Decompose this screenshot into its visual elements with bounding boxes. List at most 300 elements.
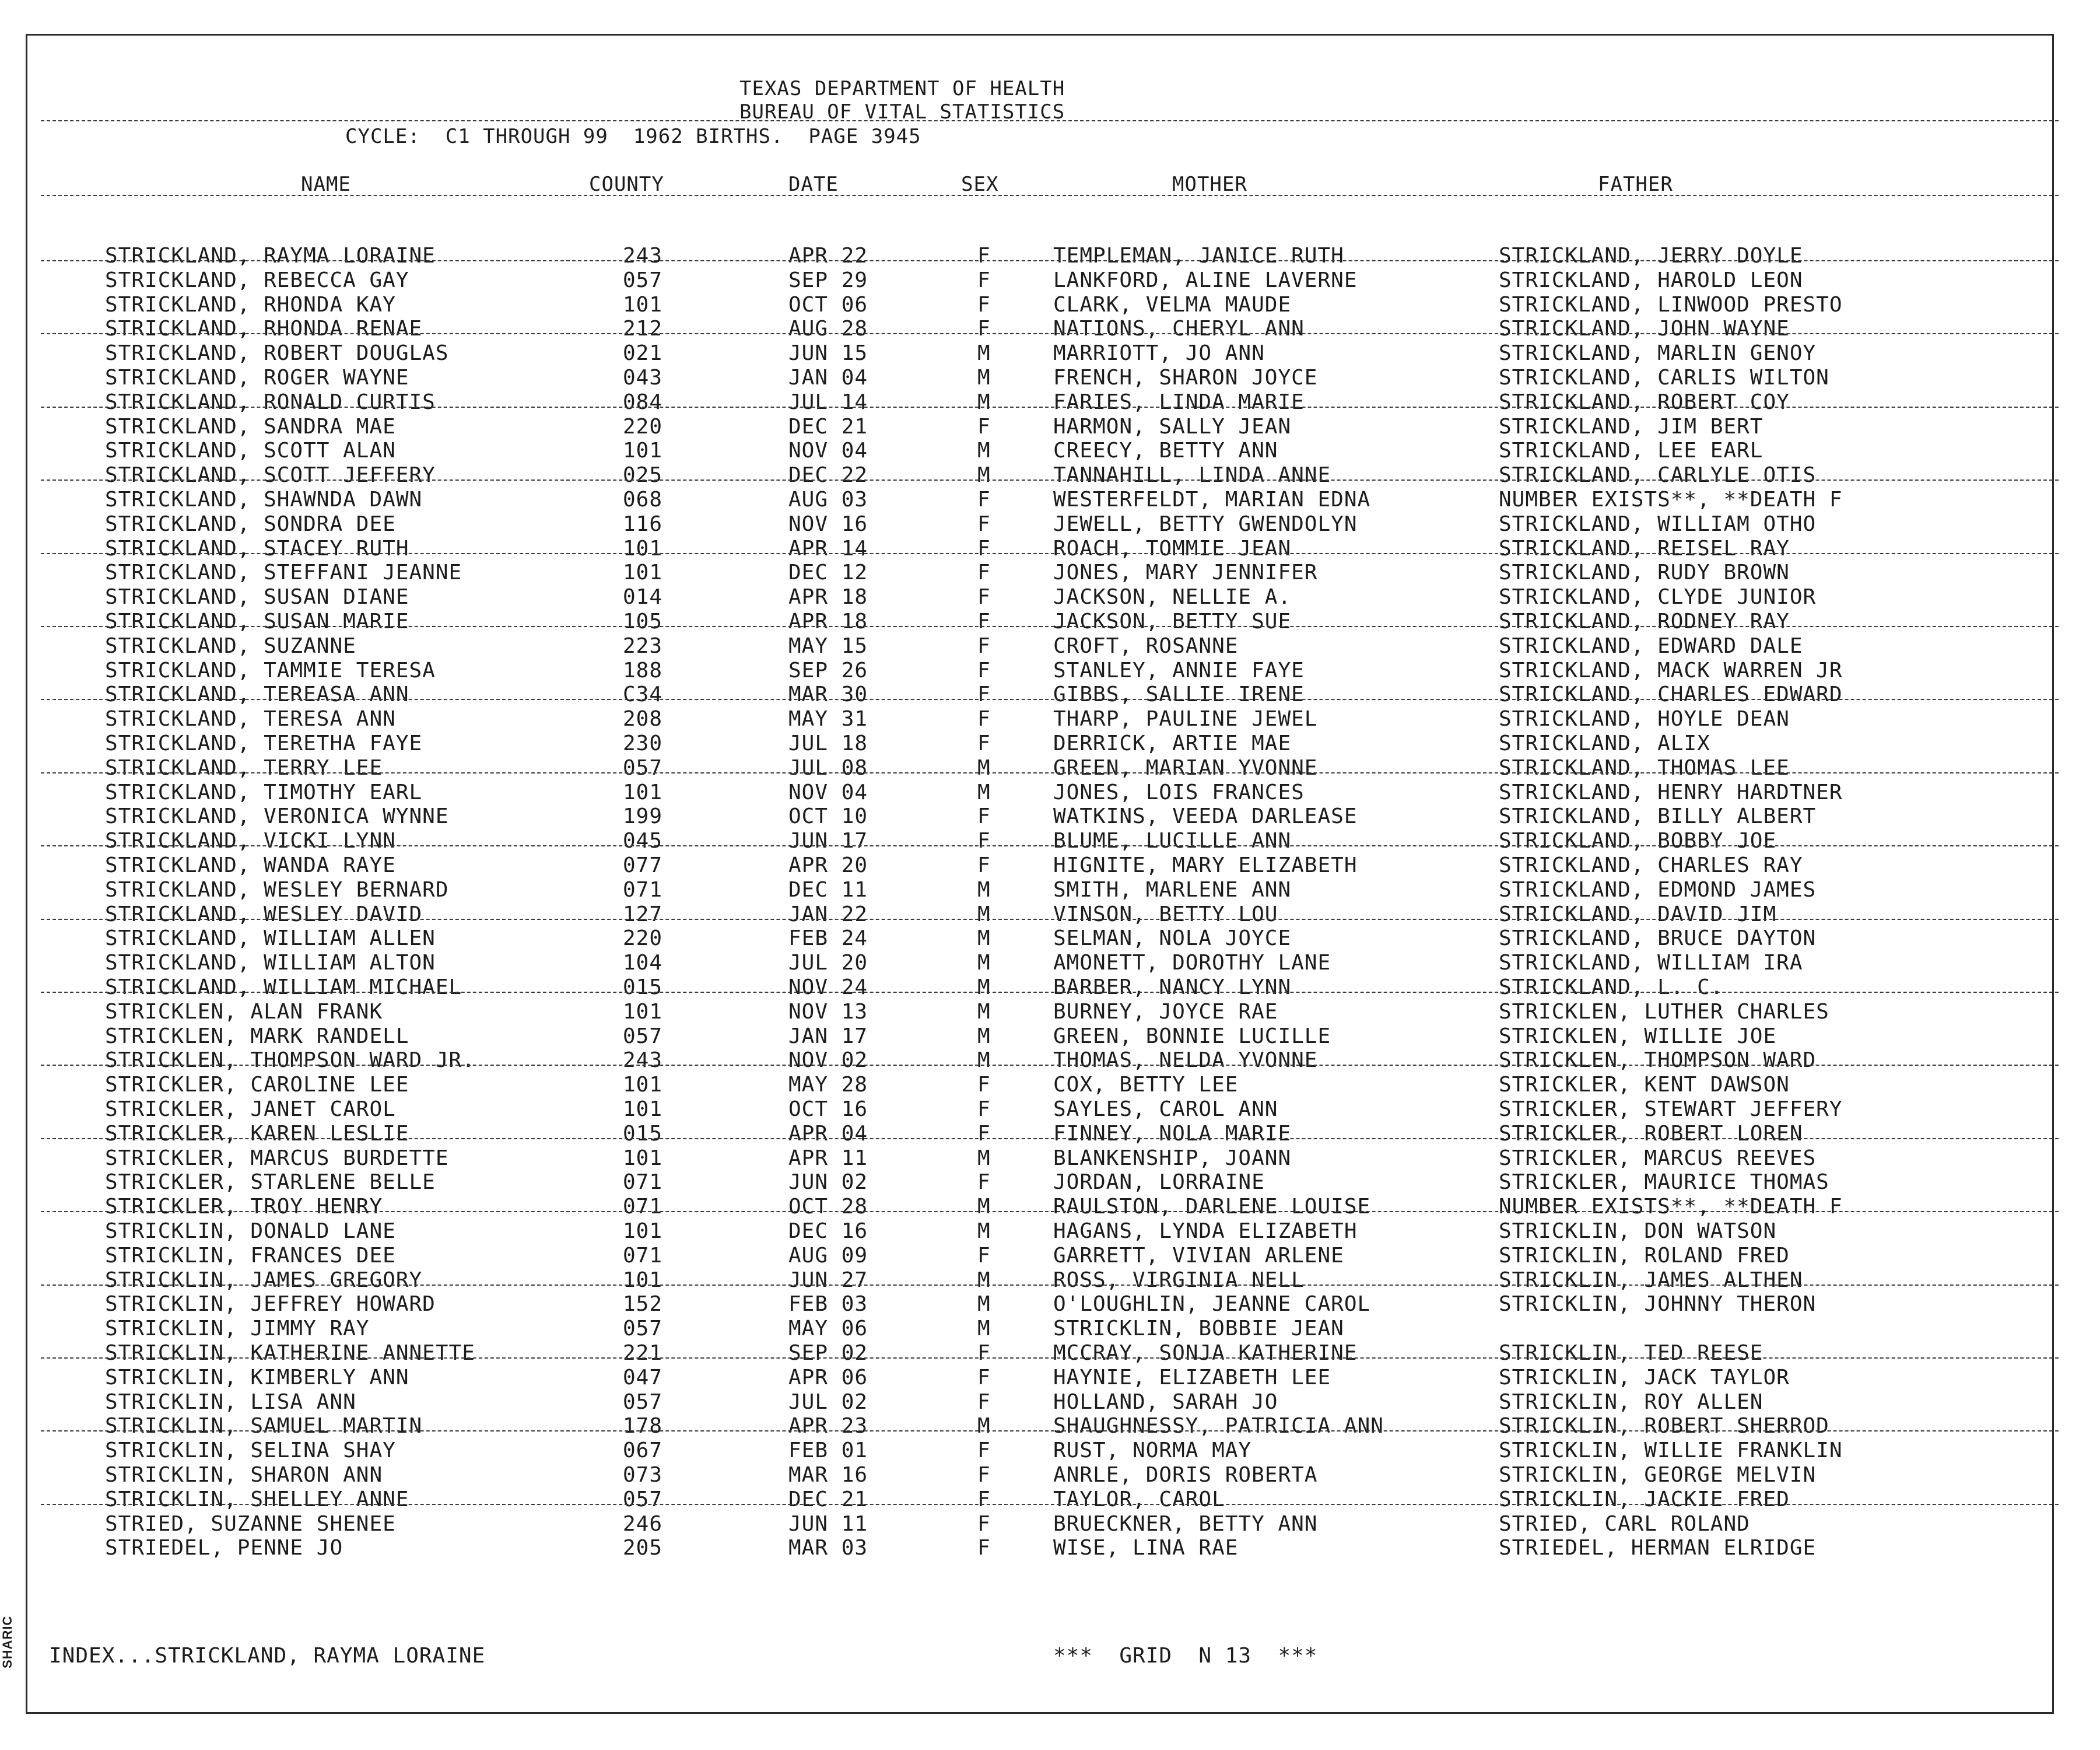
col-header-county: COUNTY [589,173,664,196]
cell-county: 057 [623,268,663,292]
cell-mother: ANRLE, DORIS ROBERTA [1053,1463,1318,1487]
cell-sex: F [977,610,991,634]
cell-name: STRICKLAND, SUSAN MARIE [105,610,409,634]
cell-father: STRICKLEN, WILLIE JOE [1499,1024,1777,1048]
cell-county: 101 [623,439,663,463]
cell-date: JAN 17 [788,1024,868,1048]
cell-county: 221 [623,1341,663,1365]
cell-date: FEB 03 [788,1292,868,1316]
cell-mother: VINSON, BETTY LOU [1053,902,1278,926]
cell-county: 104 [623,951,663,975]
table-row [0,975,2100,1000]
cell-date: JUN 11 [788,1512,868,1536]
cell-county: 205 [623,1536,663,1560]
cell-father: STRICKLAND, REISEL RAY [1499,537,1790,561]
cell-date: JUL 18 [788,732,868,755]
cell-name: STRICKLIN, SHARON ANN [105,1463,383,1487]
row-group-rule [41,1357,2059,1359]
cell-date: DEC 12 [788,561,868,584]
cell-father: STRICKLIN, ROBERT SHERROD [1499,1414,1829,1438]
cell-name: STRICKLEN, MARK RANDELL [105,1024,409,1048]
cell-father: STRICKLIN, ROLAND FRED [1499,1244,1790,1268]
cell-county: 101 [623,561,663,584]
cell-sex: F [977,561,991,584]
cell-father: STRICKLIN, JACK TAYLOR [1499,1366,1790,1390]
cell-mother: MARRIOTT, JO ANN [1053,341,1265,365]
table-row [0,1488,2100,1512]
cell-father: STRICKLAND, JOHN WAYNE [1499,317,1790,341]
cell-county: 025 [623,463,663,487]
cell-mother: BLANKENSHIP, JOANN [1053,1146,1292,1170]
cell-sex: M [977,1219,991,1243]
row-group-rule [41,1504,2059,1505]
row-group-rule [41,553,2059,554]
cell-sex: F [977,1122,991,1146]
cell-sex: F [977,1244,991,1268]
cell-county: 243 [623,244,663,268]
cell-sex: F [977,537,991,561]
cell-name: STRICKLAND, ROBERT DOUGLAS [105,341,449,365]
table-row [0,1024,2100,1049]
cell-mother: THOMAS, NELDA YVONNE [1053,1048,1318,1072]
table-row [0,1195,2100,1219]
cell-sex: M [977,951,991,975]
cell-father: STRICKLIN, JAMES ALTHEN [1499,1268,1803,1292]
footer-grid: *** GRID N 13 *** [1053,1644,1318,1668]
cell-mother: CLARK, VELMA MAUDE [1053,293,1292,317]
cell-sex: M [977,756,991,780]
table-row [0,293,2100,317]
cell-father: STRICKLIN, DON WATSON [1499,1219,1777,1243]
cell-sex: F [977,1366,991,1390]
table-row [0,1292,2100,1317]
cell-mother: BRUECKNER, BETTY ANN [1053,1512,1318,1536]
cell-date: APR 20 [788,853,868,877]
table-row [0,732,2100,756]
cell-sex: F [977,1390,991,1414]
cell-date: JAN 04 [788,366,868,390]
cell-mother: O'LOUGHLIN, JEANNE CAROL [1053,1292,1371,1316]
cell-sex: M [977,1268,991,1292]
row-group-rule [41,1211,2059,1212]
cell-name: STRICKLIN, LISA ANN [105,1390,356,1414]
cell-sex: F [977,732,991,755]
cell-sex: M [977,878,991,902]
table-row [0,610,2100,634]
cell-date: NOV 16 [788,512,868,536]
row-group-rule [41,992,2059,993]
cell-date: FEB 01 [788,1438,868,1462]
cell-father: STRICKLAND, DAVID JIM [1499,902,1777,926]
cell-date: DEC 16 [788,1219,868,1243]
cell-name: STRICKLAND, TERESA ANN [105,707,396,731]
cell-date: SEP 02 [788,1341,868,1365]
cell-mother: RAULSTON, DARLENE LOUISE [1053,1195,1371,1219]
cell-name: STRICKLER, JANET CAROL [105,1097,396,1121]
cell-father: STRICKLAND, HENRY HARDTNER [1499,780,1843,804]
cell-name: STRICKLER, KAREN LESLIE [105,1122,409,1146]
cell-sex: F [977,1463,991,1487]
cell-date: DEC 21 [788,415,868,439]
table-row [0,1390,2100,1415]
cell-name: STRICKLAND, ROGER WAYNE [105,366,409,390]
table-row [0,1463,2100,1488]
cell-name: STRICKLAND, SHAWNDA DAWN [105,488,423,512]
cell-mother: SMITH, MARLENE ANN [1053,878,1292,902]
cell-county: 057 [623,1488,663,1511]
cell-mother: WATKINS, VEEDA DARLEASE [1053,804,1358,828]
cell-father: STRICKLAND, CLYDE JUNIOR [1499,585,1817,609]
cell-county: 014 [623,585,663,609]
cell-county: 047 [623,1366,663,1390]
cell-father: STRIEDEL, HERMAN ELRIDGE [1499,1536,1817,1560]
table-row [0,1000,2100,1024]
cell-sex: M [977,1195,991,1219]
cell-mother: SELMAN, NOLA JOYCE [1053,926,1292,950]
cell-name: STRICKLIN, JAMES GREGORY [105,1268,423,1292]
cell-mother: NATIONS, CHERYL ANN [1053,317,1305,341]
side-label: SHARIC [0,1615,15,1668]
cell-county: 101 [623,1097,663,1121]
row-group-rule [41,1065,2059,1066]
cell-date: JUN 17 [788,829,868,853]
cell-sex: F [977,1341,991,1365]
cell-date: APR 14 [788,537,868,561]
table-row [0,1268,2100,1293]
table-row [0,1366,2100,1390]
cell-father: STRICKLAND, EDWARD DALE [1499,634,1803,658]
cell-county: 101 [623,1146,663,1170]
cell-mother: JEWELL, BETTY GWENDOLYN [1053,512,1358,536]
cell-date: JUN 02 [788,1170,868,1194]
row-group-rule [41,333,2059,334]
cell-father: STRICKLIN, ROY ALLEN [1499,1390,1764,1414]
cell-mother: LANKFORD, ALINE LAVERNE [1053,268,1358,292]
cell-father: STRICKLAND, CARLYLE OTIS [1499,463,1817,487]
cell-date: APR 06 [788,1366,868,1390]
cell-date: NOV 02 [788,1048,868,1072]
table-row [0,1244,2100,1268]
cell-father: STRICKLAND, EDMOND JAMES [1499,878,1817,902]
cell-mother: TAYLOR, CAROL [1053,1488,1225,1511]
cell-name: STRICKLAND, SCOTT ALAN [105,439,396,463]
cell-sex: M [977,1000,991,1024]
cell-name: STRICKLAND, TAMMIE TERESA [105,659,436,682]
cell-father: STRICKLIN, GEORGE MELVIN [1499,1463,1817,1487]
table-row [0,1317,2100,1341]
cell-date: JUN 15 [788,341,868,365]
cell-sex: F [977,1073,991,1097]
table-row [0,1414,2100,1438]
cell-father: STRICKLER, STEWART JEFFERY [1499,1097,1843,1121]
cell-father: STRICKLEN, THOMPSON WARD [1499,1048,1817,1072]
row-group-rule [41,407,2059,408]
cell-date: MAY 06 [788,1317,868,1340]
cell-father: STRICKLAND, LEE EARL [1499,439,1764,463]
col-header-father: FATHER [1598,173,1673,196]
cell-sex: M [977,1292,991,1316]
cell-county: 068 [623,488,663,512]
cell-date: MAY 15 [788,634,868,658]
table-row [0,244,2100,268]
table-row [0,463,2100,488]
cell-father: STRICKLAND, L. C. [1499,975,1724,999]
cell-county: 071 [623,878,663,902]
cell-county: 043 [623,366,663,390]
cell-father: STRICKLAND, BOBBY JOE [1499,829,1777,853]
col-header-date: DATE [788,173,839,196]
cell-father: STRICKLAND, HOYLE DEAN [1499,707,1790,731]
table-row [0,1536,2100,1560]
table-row [0,1219,2100,1244]
cell-father: STRICKLIN, TED REESE [1499,1341,1764,1365]
cell-father: STRICKLER, MARCUS REEVES [1499,1146,1817,1170]
cell-county: 071 [623,1244,663,1268]
cell-father: STRICKLIN, JOHNNY THERON [1499,1292,1817,1316]
cell-mother: BLUME, LUCILLE ANN [1053,829,1292,853]
cell-sex: F [977,488,991,512]
cell-date: DEC 21 [788,1488,868,1511]
cell-mother: ROACH, TOMMIE JEAN [1053,537,1292,561]
table-row [0,878,2100,902]
cell-date: JUL 08 [788,756,868,780]
cell-father: STRICKLER, MAURICE THOMAS [1499,1170,1829,1194]
table-row [0,1512,2100,1536]
cell-name: STRICKLIN, KIMBERLY ANN [105,1366,409,1390]
header-title: TEXAS DEPARTMENT OF HEALTH [739,77,1065,100]
cell-sex: F [977,512,991,536]
cell-name: STRICKLAND, TIMOTHY EARL [105,780,423,804]
cell-county: 199 [623,804,663,828]
cell-father: STRICKLAND, WILLIAM OTHO [1499,512,1817,536]
row-group-rule [41,919,2059,920]
cell-county: 021 [623,341,663,365]
cell-mother: TANNAHILL, LINDA ANNE [1053,463,1331,487]
cell-county: C34 [623,682,663,706]
table-row [0,415,2100,439]
cell-father: STRICKLAND, RODNEY RAY [1499,610,1790,634]
cell-mother: STRICKLIN, BOBBIE JEAN [1053,1317,1344,1340]
header-rule [41,120,2059,121]
cell-county: 220 [623,926,663,950]
cell-name: STRICKLAND, SUZANNE [105,634,356,658]
cell-county: 101 [623,780,663,804]
cell-sex: M [977,1414,991,1438]
cell-mother: HOLLAND, SARAH JO [1053,1390,1278,1414]
row-group-rule [41,480,2059,481]
cell-sex: F [977,1512,991,1536]
table-row [0,561,2100,585]
table-row [0,1048,2100,1073]
table-row [0,634,2100,659]
cell-sex: F [977,1170,991,1194]
cell-date: DEC 22 [788,463,868,487]
cell-date: MAR 03 [788,1536,868,1560]
cell-name: STRICKLEN, THOMPSON WARD JR. [105,1048,475,1072]
cell-county: 178 [623,1414,663,1438]
cell-mother: GARRETT, VIVIAN ARLENE [1053,1244,1344,1268]
cell-date: OCT 28 [788,1195,868,1219]
cell-sex: F [977,1097,991,1121]
cell-mother: FARIES, LINDA MARIE [1053,390,1305,414]
cell-county: 015 [623,975,663,999]
cell-date: MAY 28 [788,1073,868,1097]
cell-date: APR 23 [788,1414,868,1438]
cell-mother: GREEN, MARIAN YVONNE [1053,756,1318,780]
cell-sex: M [977,926,991,950]
cell-father: STRICKLAND, THOMAS LEE [1499,756,1790,780]
cell-date: APR 18 [788,610,868,634]
cell-date: NOV 04 [788,439,868,463]
cell-date: OCT 10 [788,804,868,828]
row-group-rule [41,1430,2059,1432]
cell-mother: CREECY, BETTY ANN [1053,439,1278,463]
col-header-mother: MOTHER [1172,173,1247,196]
cell-name: STRICKLIN, SAMUEL MARTIN [105,1414,423,1438]
cell-name: STRICKLAND, WILLIAM MICHAEL [105,975,462,999]
cell-date: SEP 29 [788,268,868,292]
cell-name: STRIEDEL, PENNE JO [105,1536,343,1560]
cell-father: STRICKLIN, WILLIE FRANKLIN [1499,1438,1843,1462]
cell-mother: FRENCH, SHARON JOYCE [1053,366,1318,390]
cell-county: 212 [623,317,663,341]
cell-father: STRICKLAND, JIM BERT [1499,415,1764,439]
cell-mother: HARMON, SALLY JEAN [1053,415,1292,439]
cell-county: 067 [623,1438,663,1462]
cell-name: STRICKLAND, WILLIAM ALLEN [105,926,436,950]
cell-name: STRICKLEN, ALAN FRANK [105,1000,383,1024]
cell-sex: F [977,659,991,682]
cell-county: 101 [623,1073,663,1097]
table-row [0,1341,2100,1366]
cell-county: 152 [623,1292,663,1316]
cell-county: 246 [623,1512,663,1536]
table-row [0,488,2100,512]
cell-mother: AMONETT, DOROTHY LANE [1053,951,1331,975]
cell-name: STRICKLAND, WESLEY DAVID [105,902,423,926]
cell-father: STRICKLIN, JACKIE FRED [1499,1488,1790,1511]
cell-sex: M [977,390,991,414]
table-row [0,268,2100,293]
cell-mother: JACKSON, BETTY SUE [1053,610,1292,634]
cell-date: APR 11 [788,1146,868,1170]
table-row [0,682,2100,707]
cell-father: STRICKLAND, LINWOOD PRESTO [1499,293,1843,317]
cell-mother: JONES, LOIS FRANCES [1053,780,1305,804]
cell-sex: M [977,439,991,463]
cell-name: STRICKLIN, KATHERINE ANNETTE [105,1341,475,1365]
cell-county: 073 [623,1463,663,1487]
cell-county: 084 [623,390,663,414]
cell-name: STRICKLAND, RONALD CURTIS [105,390,436,414]
cell-date: MAY 31 [788,707,868,731]
cycle-line: CYCLE: C1 THROUGH 99 1962 BIRTHS. PAGE 3945 [345,125,921,148]
col-header-name: NAME [301,173,351,196]
cell-sex: F [977,853,991,877]
cell-county: 101 [623,1219,663,1243]
cell-name: STRICKLAND, REBECCA GAY [105,268,409,292]
cell-sex: F [977,1536,991,1560]
cell-date: AUG 28 [788,317,868,341]
cell-sex: F [977,707,991,731]
cell-sex: F [977,804,991,828]
cell-county: 071 [623,1170,663,1194]
cell-father: STRICKLAND, RUDY BROWN [1499,561,1790,584]
cell-name: STRICKLIN, DONALD LANE [105,1219,396,1243]
cell-county: 243 [623,1048,663,1072]
table-row [0,341,2100,366]
cell-sex: M [977,366,991,390]
cell-sex: M [977,902,991,926]
table-row [0,756,2100,780]
cell-name: STRICKLAND, TERRY LEE [105,756,383,780]
cell-father: STRICKLAND, BRUCE DAYTON [1499,926,1817,950]
table-row [0,512,2100,537]
cell-name: STRICKLAND, RAYMA LORAINE [105,244,436,268]
cell-county: 188 [623,659,663,682]
cell-father: STRICKLAND, CHARLES RAY [1499,853,1803,877]
cell-mother: ROSS, VIRGINIA NELL [1053,1268,1305,1292]
cell-mother: HAYNIE, ELIZABETH LEE [1053,1366,1331,1390]
cell-name: STRICKLAND, RHONDA RENAE [105,317,423,341]
cell-father: STRICKLAND, HAROLD LEON [1499,268,1803,292]
table-row [0,951,2100,975]
cell-name: STRICKLAND, SONDRA DEE [105,512,396,536]
cell-sex: F [977,293,991,317]
cell-mother: HAGANS, LYNDA ELIZABETH [1053,1219,1358,1243]
row-group-rule [41,1138,2059,1139]
cell-mother: WISE, LINA RAE [1053,1536,1239,1560]
cell-sex: F [977,317,991,341]
cell-date: OCT 06 [788,293,868,317]
row-group-rule [41,699,2059,700]
cell-date: JUL 20 [788,951,868,975]
cell-sex: F [977,1438,991,1462]
cell-name: STRICKLER, TROY HENRY [105,1195,383,1219]
table-row [0,804,2100,829]
cell-mother: SAYLES, CAROL ANN [1053,1097,1278,1121]
cell-name: STRICKLAND, VERONICA WYNNE [105,804,449,828]
cell-father: STRICKLAND, ROBERT COY [1499,390,1790,414]
cell-mother: THARP, PAULINE JEWEL [1053,707,1318,731]
row-group-rule [41,845,2059,846]
cell-mother: JACKSON, NELLIE A. [1053,585,1292,609]
cell-name: STRICKLAND, WILLIAM ALTON [105,951,436,975]
cell-name: STRIED, SUZANNE SHENEE [105,1512,396,1536]
cell-father: STRICKLAND, CHARLES EDWARD [1499,682,1843,706]
cell-county: 208 [623,707,663,731]
cell-date: AUG 09 [788,1244,868,1268]
cell-name: STRICKLAND, STEFFANI JEANNE [105,561,462,584]
cell-name: STRICKLAND, TEREASA ANN [105,682,409,706]
cell-sex: F [977,268,991,292]
cell-date: NOV 24 [788,975,868,999]
row-group-rule [41,626,2059,627]
cell-father: STRICKLAND, ALIX [1499,732,1710,755]
cell-sex: M [977,1024,991,1048]
cell-sex: F [977,415,991,439]
cell-mother: RUST, NORMA MAY [1053,1438,1252,1462]
cell-name: STRICKLAND, STACEY RUTH [105,537,409,561]
cell-name: STRICKLER, STARLENE BELLE [105,1170,436,1194]
cell-name: STRICKLER, CAROLINE LEE [105,1073,409,1097]
cell-name: STRICKLAND, TERETHA FAYE [105,732,423,755]
cell-county: 101 [623,537,663,561]
cell-date: SEP 26 [788,659,868,682]
cell-name: STRICKLIN, JIMMY RAY [105,1317,370,1340]
cell-name: STRICKLAND, RHONDA KAY [105,293,396,317]
cell-mother: FINNEY, NOLA MARIE [1053,1122,1292,1146]
